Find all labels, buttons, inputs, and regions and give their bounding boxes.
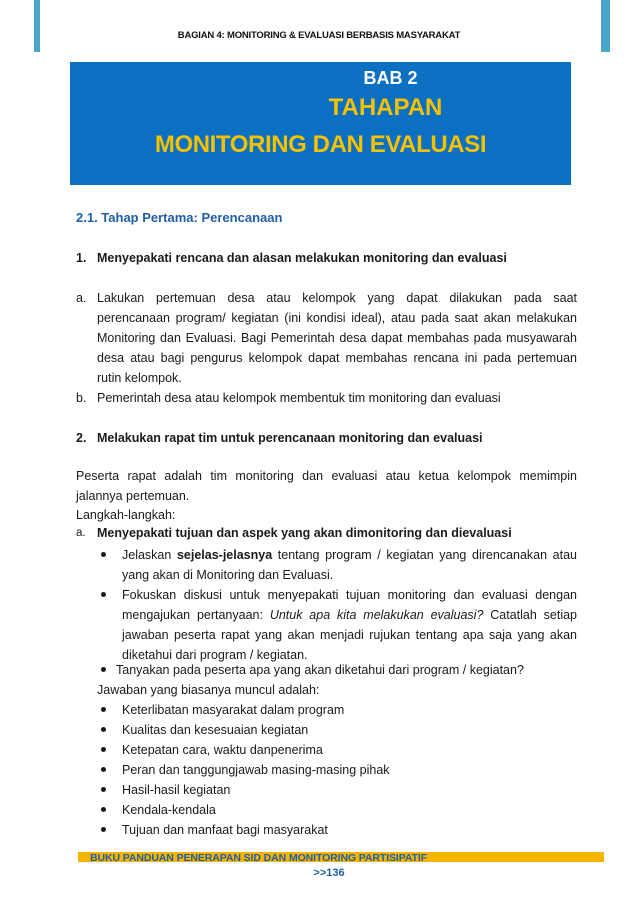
bullet-explain-text-2: tentang program / kegiatan yang direncanakan atau yang akan di Monitoring dan Evaluasi.	[122, 548, 577, 582]
running-header: BAGIAN 4: MONITORING & EVALUASI BERBASIS MASYARAKAT	[177, 30, 461, 41]
chapter-title-line2: MONITORING DAN EVALUASI	[154, 131, 487, 158]
step1-number: 1.	[76, 251, 87, 265]
bullet-icon	[101, 592, 106, 597]
step1-b-marker: b.	[76, 391, 87, 405]
answer-item: Kendala-kendala	[122, 803, 216, 817]
bullet-icon	[101, 707, 106, 712]
step2-title: Melakukan rapat tim untuk perencanaan monitoring dan evaluasi	[97, 431, 483, 445]
bullet-icon	[101, 727, 106, 732]
bullet-icon	[101, 552, 106, 557]
bullet-focus-question: Untuk apa kita melakukan evaluasi?	[269, 608, 484, 622]
answers-label: Jawaban yang biasanya muncul adalah:	[97, 683, 320, 697]
answer-item: Hasil-hasil kegiatan	[122, 783, 231, 797]
bullet-icon	[101, 667, 106, 672]
bullet-focus-text-2: Catatlah setiap jawaban peserta rapat yang akan menjadi rujukan tentang apa saja yang akan diketahui dari program / kegiatan.	[122, 608, 577, 662]
bullet-explain-text-1: Jelaskan	[122, 548, 177, 562]
bullet-explain	[122, 545, 577, 585]
step2-number: 2.	[76, 431, 87, 445]
steps-label: Langkah-langkah:	[76, 508, 176, 522]
answer-item: Ketepatan cara, waktu danpenerima	[122, 743, 323, 757]
bullet-icon	[101, 807, 106, 812]
header-left-accent-bar	[34, 0, 40, 52]
section-heading: 2.1. Tahap Pertama: Perencanaan	[76, 210, 283, 225]
bullet-focus	[122, 585, 577, 665]
step1-a-marker: a.	[76, 291, 87, 305]
step2-a-marker: a.	[76, 527, 86, 539]
bullet-icon	[101, 827, 106, 832]
bullet-ask: Tanyakan pada peserta apa yang akan diketahui dari program / kegiatan?	[116, 663, 524, 677]
step2-intro: Peserta rapat adalah tim monitoring dan evaluasi atau ketua kelompok memimpin jalannya pertemuan.	[76, 469, 577, 503]
bullet-icon	[101, 747, 106, 752]
bullet-icon	[101, 767, 106, 772]
chapter-title-line1: TAHAPAN	[328, 94, 443, 121]
answer-item: Tujuan dan manfaat bagi masyarakat	[122, 823, 328, 837]
header-right-accent-bar	[601, 0, 610, 52]
answer-item: Kualitas dan kesesuaian kegiatan	[122, 723, 309, 737]
bullet-explain-emphasis: sejelas-jelasnya	[176, 548, 273, 562]
footer-book-title: BUKU PANDUAN PENERAPAN SID DAN MONITORING PARTISIPATIF	[90, 852, 428, 864]
answer-item: Peran dan tanggungjawab masing-masing pihak	[122, 763, 390, 777]
step1-a-paragraph: Lakukan pertemuan desa atau kelompok yang dapat dilakukan pada saat perencanaan program/ kegiatan (ini kondisi ideal), atau pada saat akan melakukan Monitoring dan Evaluasi. Bagi Pemerintah desa dapat membahas pada musyawarah desa atau bagi pengurus kelompok dapat membahas rencana ini pada pertemuan rutin kelompok.	[97, 291, 577, 385]
bullet-icon	[101, 787, 106, 792]
step2-a-title: Menyepakati tujuan dan aspek yang akan dimonitoring dan dievaluasi	[97, 526, 512, 540]
chapter-label: BAB 2	[363, 68, 418, 88]
step1-title: Menyepakati rencana dan alasan melakukan monitoring dan evaluasi	[97, 251, 507, 265]
step1-b-paragraph: Pemerintah desa atau kelompok membentuk tim monitoring dan evaluasi	[97, 391, 501, 405]
bullet-focus-text-1: Fokuskan diskusi untuk menyepakati tujuan monitoring dan evaluasi dengan mengajukan pertanyaan:	[122, 588, 577, 622]
chapter-title-box	[70, 62, 571, 185]
page-number: >>136	[313, 867, 345, 879]
answer-item: Keterlibatan masyarakat dalam program	[122, 703, 345, 717]
